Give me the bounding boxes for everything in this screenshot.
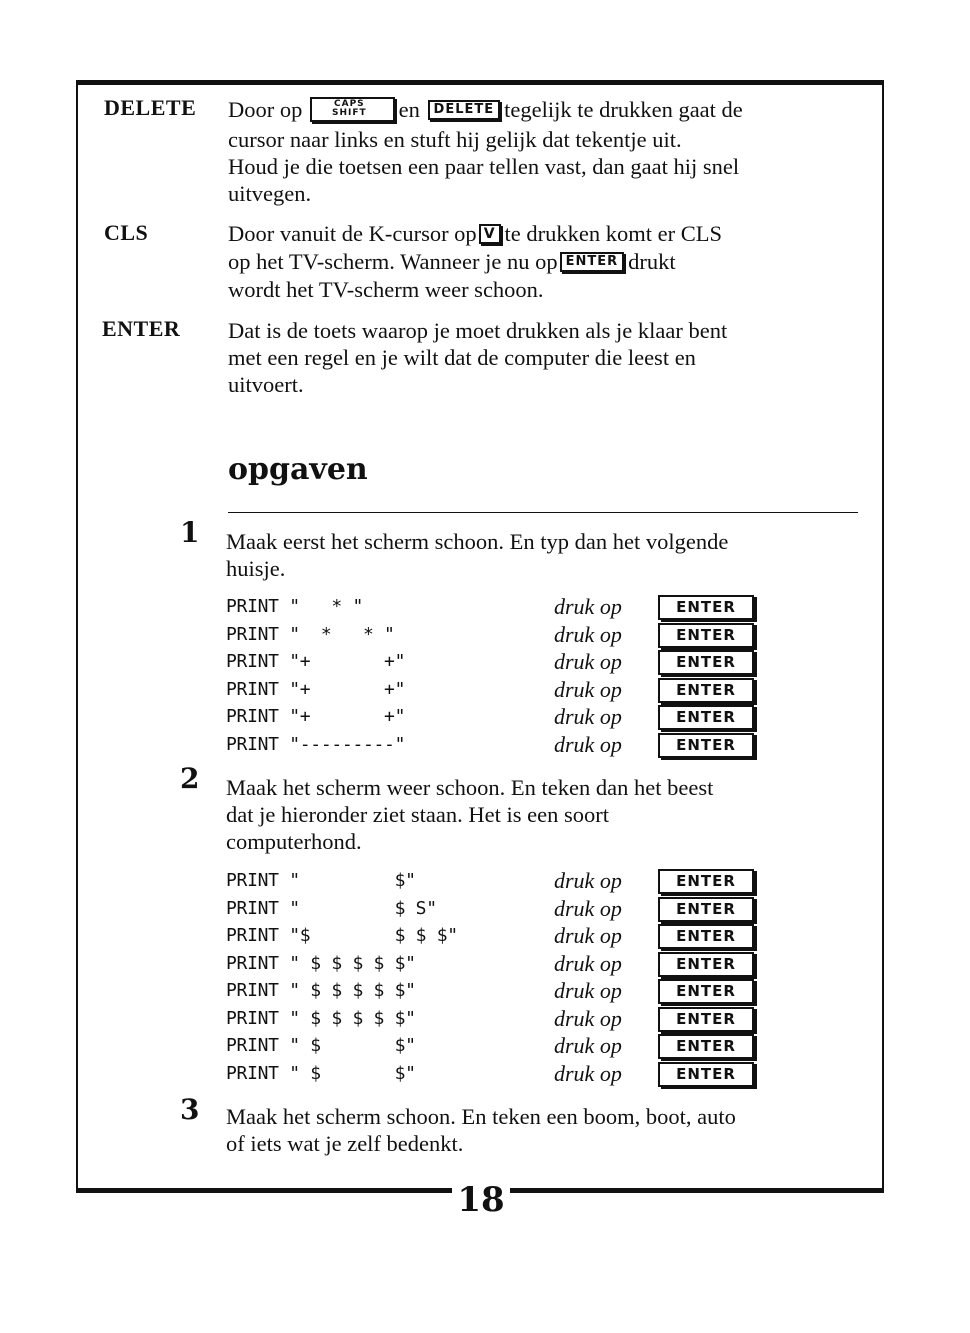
definition-cls [228,220,868,303]
druk-op-label: druk op [554,1060,622,1086]
code-line [226,622,766,648]
code-line [226,732,766,758]
druk-op-label: druk op [554,978,622,1003]
code-line [226,951,766,977]
druk-op-label: druk op [554,868,622,893]
definition-delete-line-2: cursor naar links en stuft hij gelijk dat tekentje uit. [228,127,682,153]
section-title: opgaven [228,452,368,487]
enter-key: ENTER [658,1062,754,1087]
term-cls: CLS [104,220,149,245]
task-text-1: Maak eerst het scherm schoon. En typ dan het volgende huisje. [226,529,729,581]
task-number-2: 2 [180,762,200,795]
druk-op-label: druk op [554,704,622,730]
code-line [226,677,766,703]
enter-key: ENTER [658,650,754,675]
enter-key: ENTER [658,678,754,703]
druk-op-label: druk op [554,923,622,948]
definition-delete-line-1: Door op CAPS SHIFT en DELETE tegelijk te drukken gaat de [228,97,743,122]
code-text: PRINT "+ +" [226,706,406,728]
enter-key: ENTER [658,897,754,922]
druk-op-label: druk op [554,1005,622,1031]
definition-cls-line-1: Door vanuit de K-cursor op V te drukken komt er CLS [228,221,722,246]
druk-op-label: druk op [554,732,622,757]
code-line [226,896,766,922]
code-text: PRINT "+ +" [226,651,406,673]
caps-shift-key: CAPS SHIFT [310,97,395,122]
enter-key: ENTER [658,1007,754,1032]
enter-key: ENTER [658,705,754,730]
enter-key: ENTER [658,595,754,620]
definition-delete-line-4: uitvegen. [228,181,312,207]
delete-key: DELETE [428,100,501,120]
page-number: 18 [452,1180,510,1220]
enter-key: ENTER [658,623,754,648]
code-line [226,704,766,730]
code-line [226,978,766,1004]
code-text: PRINT " $ $ $ $ $" [226,952,416,974]
enter-key: ENTER [658,952,754,977]
code-text: PRINT "$ $ $ $" [226,925,458,946]
definition-delete [228,96,868,207]
druk-op-label: druk op [554,594,622,619]
enter-key: ENTER [658,733,754,758]
code-line [226,1061,766,1087]
enter-key: ENTER [658,979,754,1004]
task-text-3: Maak het scherm schoon. En teken een boom, boot, auto of iets wat je zelf bedenkt. [226,1104,736,1156]
v-key: V [479,224,501,244]
definition-cls-line-2: op het TV-scherm. Wanneer je nu op ENTER drukt [228,248,676,274]
enter-key: ENTER [658,869,754,894]
code-line [226,594,766,620]
code-text: PRINT " * * " [226,623,395,645]
druk-op-label: druk op [554,621,622,647]
code-text: PRINT " $ $ $ $ $" [226,1007,416,1029]
code-line [226,649,766,675]
druk-op-label: druk op [554,1033,622,1058]
druk-op-label: druk op [554,649,622,675]
code-text: PRINT "---------" [226,734,406,755]
task-number-1: 1 [180,516,200,549]
druk-op-label: druk op [554,895,622,921]
code-text: PRINT " $ $ $ $ $" [226,980,416,1001]
bottom-rule-left [76,1188,452,1193]
task-number-3: 3 [180,1093,200,1126]
term-enter: ENTER [102,316,181,341]
druk-op-label: druk op [554,950,622,976]
code-line [226,1006,766,1032]
enter-key: ENTER [658,1034,754,1059]
code-line [226,923,766,949]
enter-key-inline: ENTER [560,252,625,272]
code-line [226,1033,766,1059]
druk-op-label: druk op [554,676,622,702]
code-text: PRINT " $ $" [226,1035,416,1056]
code-text: PRINT " $ S" [226,897,437,919]
code-line [226,868,766,894]
term-delete: DELETE [104,95,197,120]
code-text: PRINT " $" [226,870,416,891]
enter-key: ENTER [658,924,754,949]
definition-cls-line-3: wordt het TV-scherm weer schoon. [228,276,544,302]
code-text: PRINT " $ $" [226,1062,416,1084]
definition-delete-line-3: Houd je die toetsen een paar tellen vast, dan gaat hij snel [228,154,740,180]
code-text: PRINT "+ +" [226,678,406,700]
code-text: PRINT " * " [226,596,363,617]
definition-enter: Dat is de toets waarop je moet drukken als je klaar bent met een regel en je wilt dat de computer die leest en uitvoert. [228,318,728,397]
bottom-rule-right [510,1188,884,1193]
section-rule [228,512,858,513]
task-text-2: Maak het scherm weer schoon. En teken dan het beest dat je hieronder ziet staan. Het is een soort computerhond. [226,775,714,854]
